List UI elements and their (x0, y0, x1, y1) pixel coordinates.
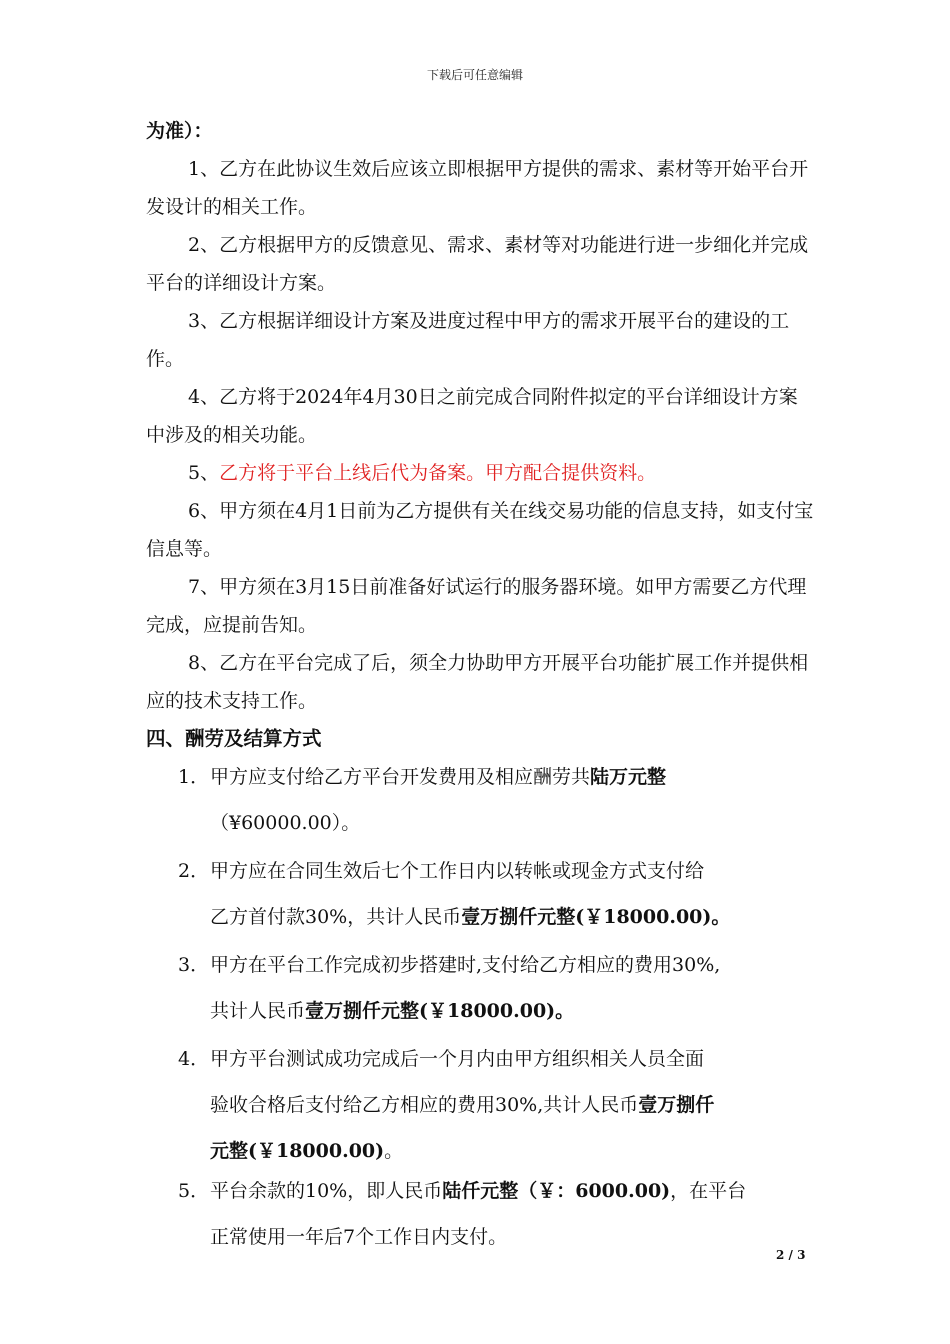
payment-item-4: 4． 甲方平台测试成功完成后一个月内由甲方组织相关人员全面 验收合格后支付给乙方相应的费用30%,共计人民币壹万捌仟 元整(￥18000.00)。 (178, 1048, 715, 1162)
payment-item-3: 3． 甲方在平台工作完成初步搭建时,支付给乙方相应的费用30%, 共计人民币壹万捌仟元整(￥18000.00)。 (178, 954, 721, 1022)
clause-5-highlight: 乙方将于平台上线后代为备案。甲方配合提供资料。 (219, 462, 657, 484)
clause-7: 7、甲方须在3月15日前准备好试运行的服务器环境。如甲方需要乙方代理完成，应提前告知。 (146, 576, 807, 636)
clause-1: 1、乙方在此协议生效后应该立即根据甲方提供的需求、素材等开始平台开发设计的相关工作。 (146, 158, 809, 218)
payment-item-2: 2． 甲方应在合同生效后七个工作日内以转帐或现金方式支付给 乙方首付款30%，共计人民币壹万捌仟元整(￥18000.00)。 (178, 860, 731, 928)
clause-8: 8、乙方在平台完成了后，须全力协助甲方开展平台功能扩展工作并提供相应的技术支持工作。 (146, 652, 809, 712)
clause-3: 3、乙方根据详细设计方案及进度过程中甲方的需求开展平台的建设的工作。 (146, 310, 790, 370)
payment-item-5: 5． 平台余款的10%，即人民币陆仟元整（￥：6000.00)，在平台 正常使用一年后7个工作日内支付。 (178, 1180, 747, 1248)
clause-4: 4、乙方将于2024年4月30日之前完成合同附件拟定的平台详细设计方案中涉及的相关功能。 (146, 386, 798, 446)
payment-item-1: 1． 甲方应支付给乙方平台开发费用及相应酬劳共陆万元整 （¥60000.00）。 (178, 766, 667, 834)
document-body (146, 112, 816, 1266)
clause-5: 5、乙方将于平台上线后代为备案。甲方配合提供资料。 (188, 462, 657, 484)
clause-6: 6、甲方须在4月1日前为乙方提供有关在线交易功能的信息支持，如支付宝信息等。 (146, 500, 814, 560)
intro-text: 为准）： (146, 120, 213, 142)
page-header: 下载后可任意编辑 (426, 68, 523, 82)
clause-2: 2、乙方根据甲方的反馈意见、需求、素材等对功能进行进一步细化并完成平台的详细设计方案。 (146, 234, 809, 294)
section-4-heading: 四、酬劳及结算方式 (146, 727, 322, 750)
page-number: 2 / 3 (776, 1248, 806, 1262)
